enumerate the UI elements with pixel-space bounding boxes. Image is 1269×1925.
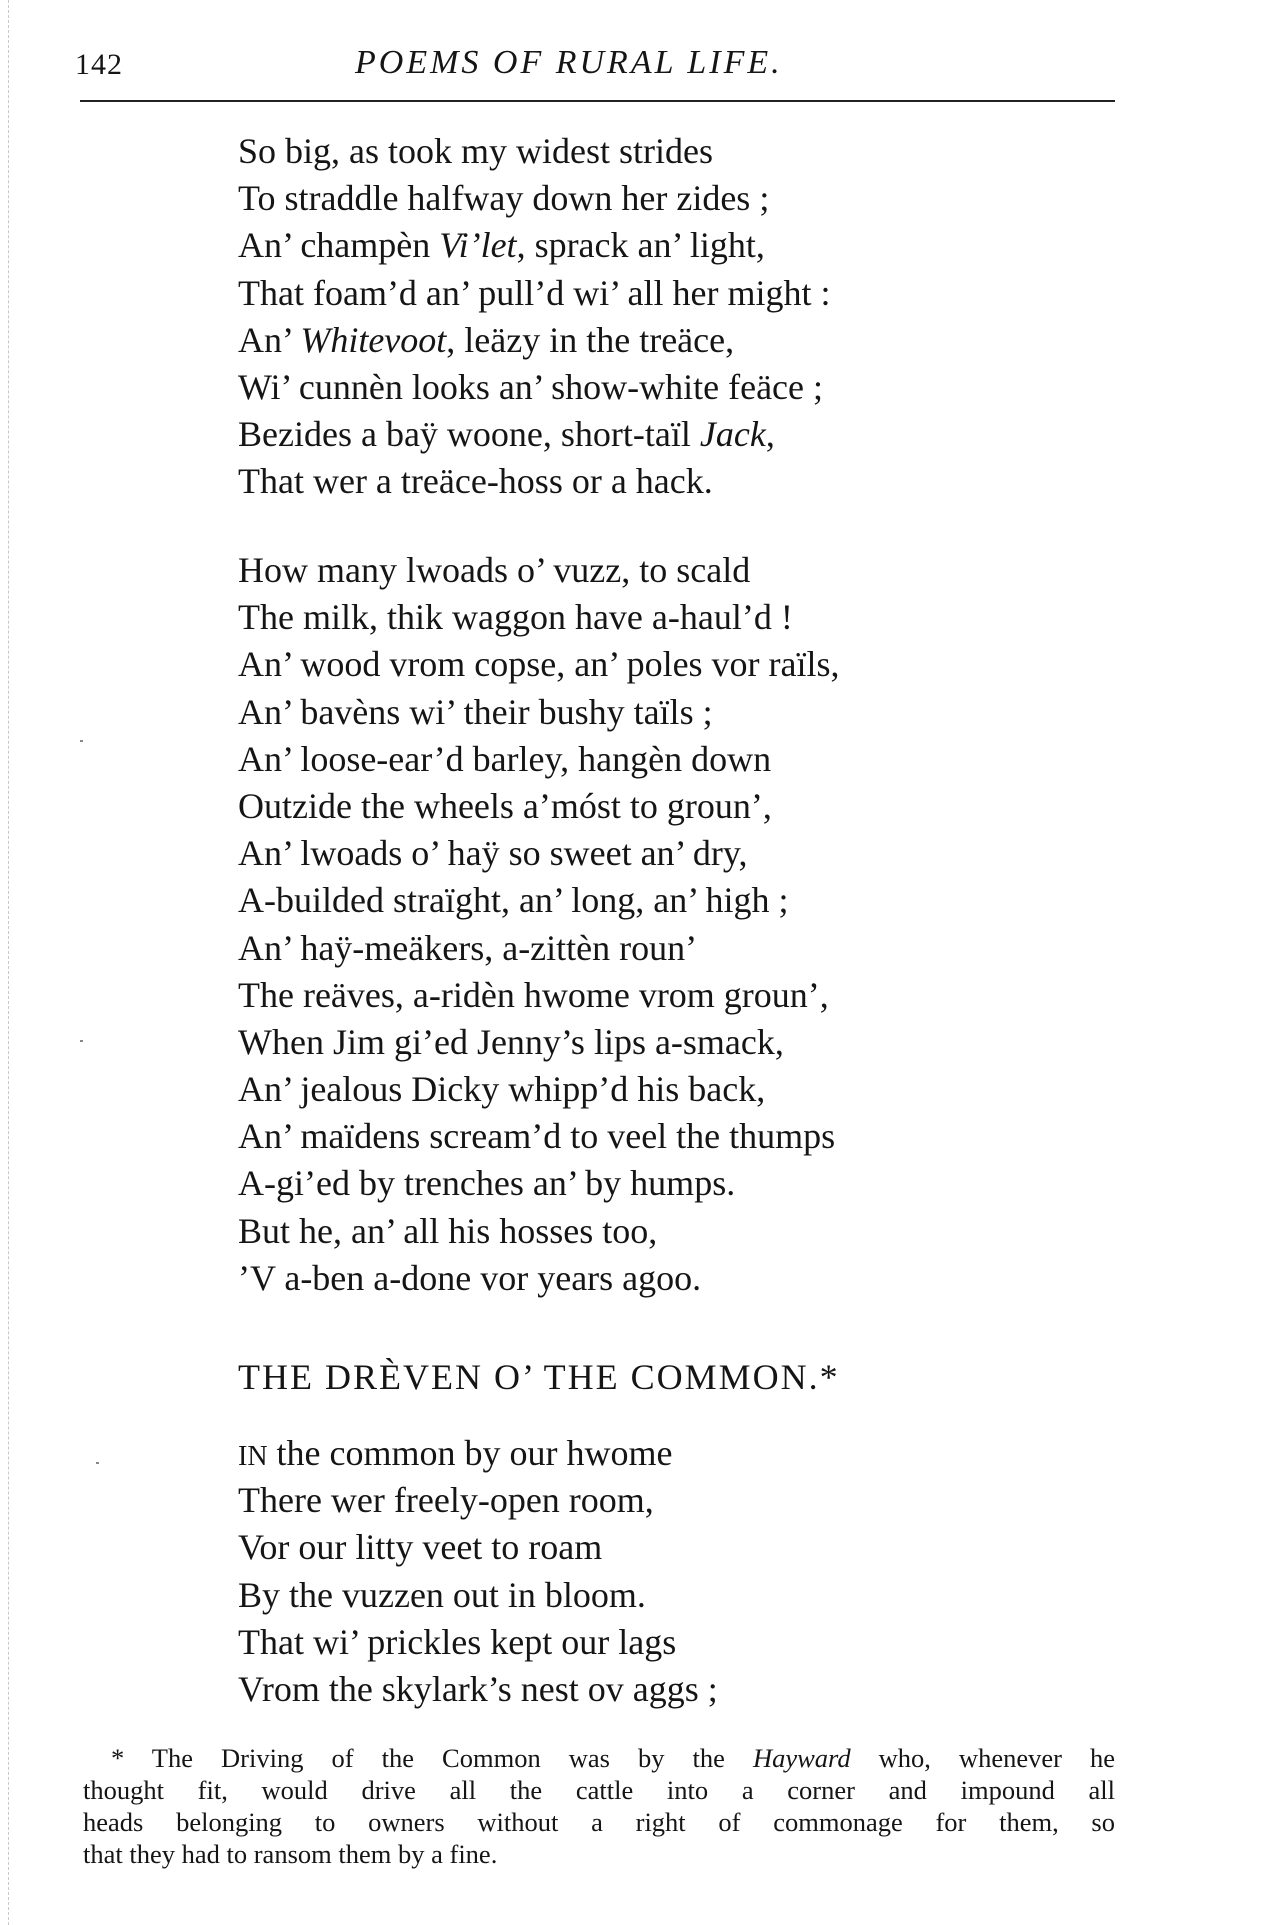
header-rule [80, 100, 1115, 102]
footnote [83, 1742, 1115, 1870]
footnote-line: thought fit, would drive all the cattle into a corner and impound all [83, 1775, 1115, 1805]
stanza-3 [238, 1430, 718, 1713]
verse-line: When Jim gi’ed Jenny’s lips a-smack, [238, 1021, 784, 1062]
verse-line: Wi’ cunnèn looks an’ show-white feäce ; [238, 366, 823, 407]
verse-line: The milk, thik waggon have a-haul’d ! [238, 597, 793, 638]
verse-line: An’ loose-ear’d barley, hangèn down [238, 738, 772, 779]
verse-line: But he, an’ all his hosses too, [238, 1210, 658, 1251]
footnote-line: that they had to ransom them by a fine. [83, 1839, 498, 1869]
verse-line: How many lwoads o’ vuzz, to scald [238, 550, 751, 590]
verse-line: An’ wood vrom copse, an’ poles vor raïls, [238, 644, 840, 685]
poem-title: THE DRÈVEN O’ THE COMMON.* [238, 1357, 840, 1397]
verse-line: An’ jealous Dicky whipp’d his back, [238, 1069, 766, 1110]
verse-line: There wer freely-open room, [238, 1480, 654, 1521]
print-speck [80, 1040, 83, 1042]
print-speck [96, 1462, 99, 1464]
verse-line: That wer a treäce-hoss or a hack. [238, 461, 713, 502]
verse-line: That foam’d an’ pull’d wi’ all her might : [238, 272, 831, 313]
verse-line: Bezides a baÿ woone, short-taïl Jack, [238, 414, 775, 455]
verse-line: A-gi’ed by trenches an’ by humps. [238, 1163, 736, 1204]
verse-line-first [238, 1430, 718, 1477]
running-title: POEMS OF RURAL LIFE. [355, 44, 783, 81]
verse-line: An’ bavèns wi’ their bushy taïls ; [238, 691, 713, 732]
verse-line: An’ haÿ-meäkers, a-zittèn roun’ [238, 927, 698, 968]
verse-line: An’ champèn Vi’let, sprack an’ light, [238, 225, 765, 266]
verse-line: Outzide the wheels a’móst to groun’, [238, 785, 772, 826]
verse-line: Vrom the skylark’s nest ov aggs ; [238, 1668, 718, 1709]
verse-line: To straddle halfway down her zides ; [238, 178, 770, 219]
verse-line: ’V a-ben a-done vor years agoo. [238, 1257, 702, 1298]
verse-line: An’ Whitevoot, leäzy in the treäce, [238, 319, 735, 360]
verse-line: The reäves, a-ridèn hwome vrom groun’, [238, 974, 829, 1015]
page-number: 142 [75, 48, 123, 81]
print-speck [80, 740, 83, 742]
verse-line-rest: the common by our hwome [267, 1433, 673, 1473]
page-edge-line [8, 0, 9, 1925]
verse-line: Vor our litty veet to roam [238, 1527, 603, 1568]
small-caps-initial: IN [238, 1441, 268, 1472]
stanza-1 [238, 128, 831, 506]
verse-line: An’ lwoads o’ haÿ so sweet an’ dry, [238, 833, 748, 874]
verse-line: So big, as took my widest strides [238, 131, 713, 171]
stanza-2 [238, 547, 840, 1302]
verse-line: By the vuzzen out in bloom. [238, 1574, 646, 1615]
verse-line: An’ maïdens scream’d to veel the thumps [238, 1116, 836, 1157]
verse-line: That wi’ prickles kept our lags [238, 1621, 677, 1662]
page-header [75, 40, 1115, 90]
verse-line: A-builded straïght, an’ long, an’ high ; [238, 880, 789, 921]
footnote-line: heads belonging to owners without a right of commonage for them, so [83, 1807, 1115, 1837]
footnote-line: * The Driving of the Common was by the Hayward who, whenever he [111, 1743, 1115, 1773]
